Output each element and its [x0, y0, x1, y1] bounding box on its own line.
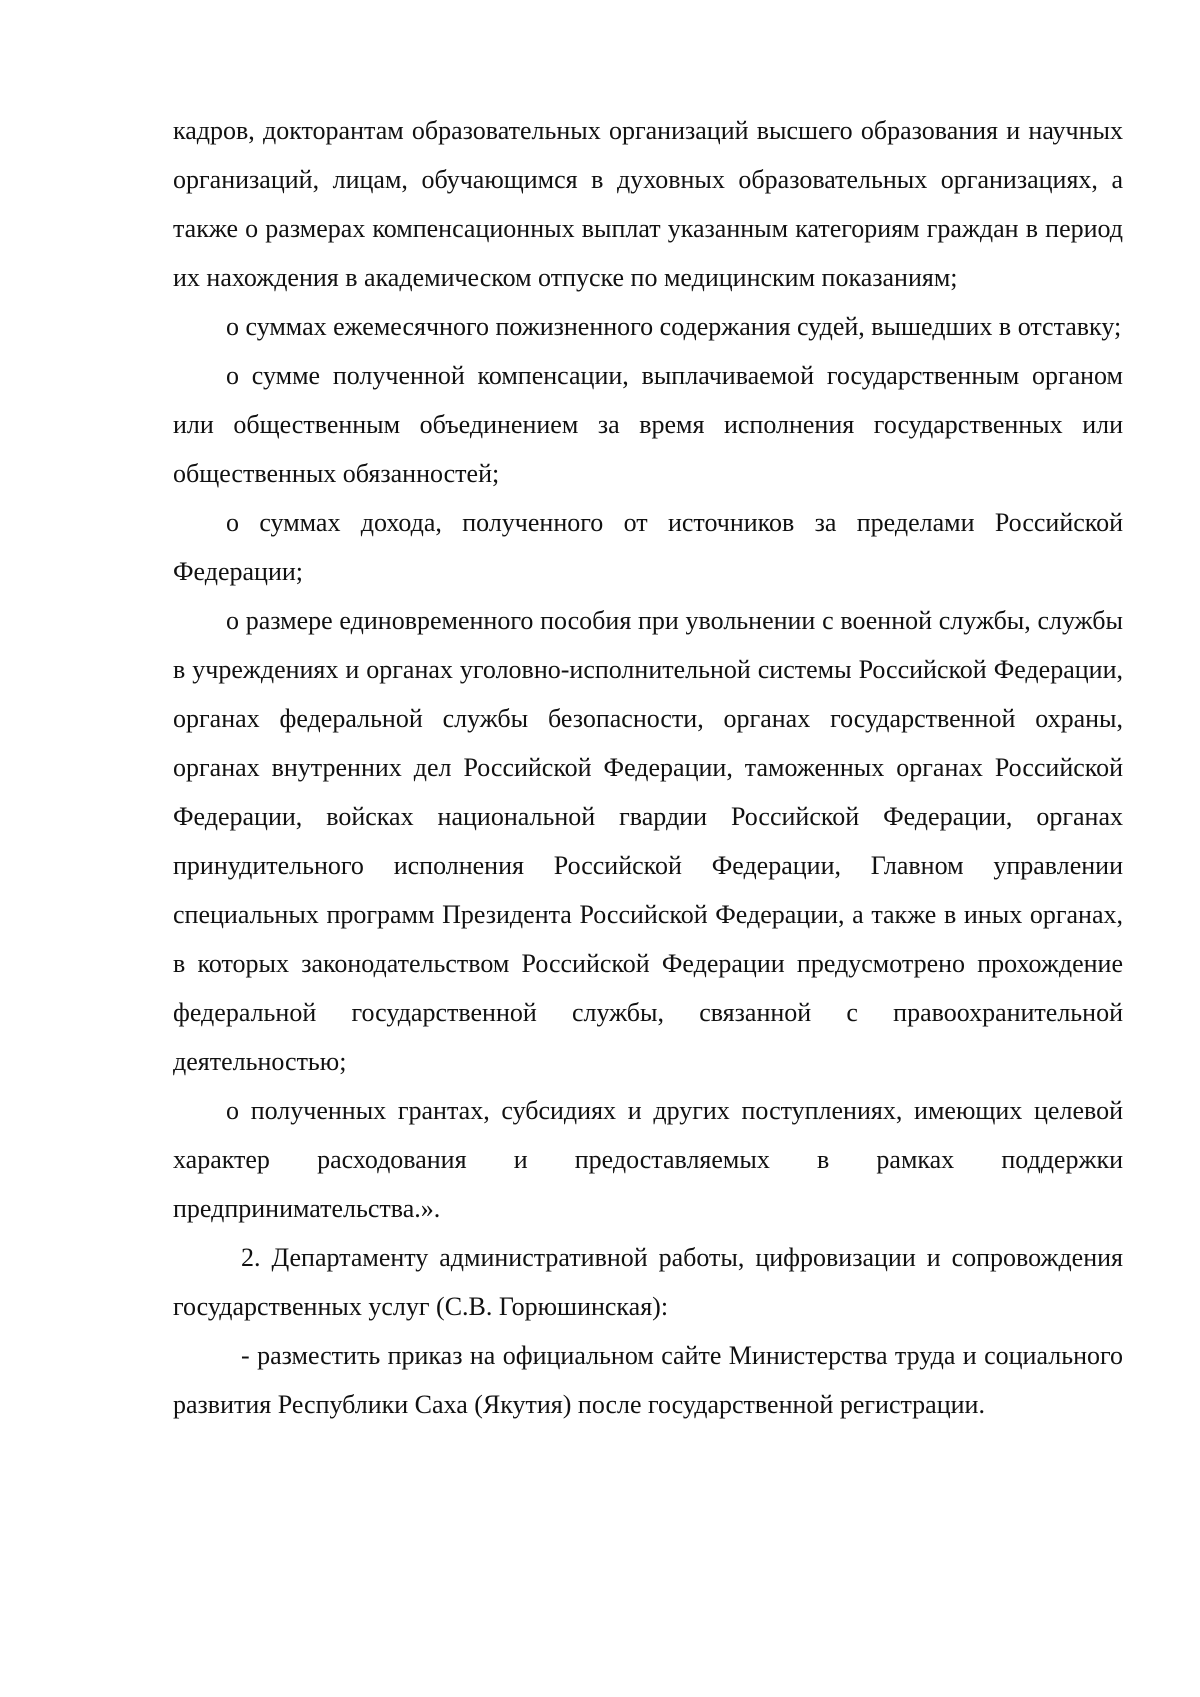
paragraph-department-instruction	[173, 1233, 1123, 1331]
text-line: о суммах дохода, полученного от источников за пределами Российской	[226, 508, 1123, 537]
text-line: кадров, докторантам образовательных организаций высшего образования и	[173, 116, 1021, 145]
text-line: регистрации.	[839, 1390, 985, 1419]
text-line: социального развития Республики Саха (Якутия) после государственной	[173, 1341, 1123, 1419]
text-line: целевой характер расходования и предоставляемых в рамках поддержки	[173, 1096, 1123, 1174]
text-line: отставку;	[1017, 312, 1122, 341]
paragraph-grants-subsidies	[173, 1086, 1123, 1233]
paragraph-academic-leave-compensation	[173, 106, 1123, 302]
paragraph-public-duties-compensation	[173, 351, 1123, 498]
text-line: о размере единовременного пособия при увольнении с военной службы,	[226, 606, 1031, 635]
text-line: категориям граждан в период их нахождения в академическом отпуске по	[173, 214, 1124, 292]
paragraph-foreign-income	[173, 498, 1123, 596]
text-line: организациях, а также о размерах компенсационных выплат указанным	[173, 165, 1124, 243]
text-line: Российской Федерации, органах принудительного исполнения Российской	[173, 802, 1123, 880]
text-line: о полученных грантах, субсидиях и других поступлениях, имеющих	[226, 1096, 1023, 1125]
text-line: - разместить приказ на официальном сайте Министерства труда и	[241, 1341, 977, 1370]
text-line: предпринимательства.».	[173, 1194, 441, 1223]
text-line: Федерации, Главном управлении специальных программ Президента	[173, 851, 1123, 929]
text-line: таможенных органах Российской Федерации, войсках национальной гвардии	[173, 753, 1123, 831]
text-line: медицинским показаниям;	[663, 263, 958, 292]
text-line: Федерации;	[173, 557, 304, 586]
text-line: 2. Департаменту административной работы, цифровизации и	[241, 1243, 941, 1272]
text-line: о сумме полученной компенсации, выплачиваемой государственным	[226, 361, 1020, 390]
paragraph-publish-order	[173, 1331, 1123, 1429]
text-line: Российской Федерации, а также в иных органах, в которых законодательством	[173, 900, 1123, 978]
paragraph-retired-judges	[173, 302, 1123, 351]
text-line: государственной службы, связанной с правоохранительной деятельностью;	[173, 998, 1123, 1076]
text-line: Российской Федерации, органах федеральной службы безопасности, органах	[173, 655, 1123, 733]
text-line: государственных или общественных обязанностей;	[173, 410, 1124, 488]
document-body	[173, 106, 1123, 1429]
text-line: государственной охраны, органах внутренних дел Российской Федерации,	[173, 704, 1124, 782]
text-line: органом или общественным объединением за время исполнения	[173, 361, 1124, 439]
text-line: о суммах ежемесячного пожизненного содержания судей, вышедших в	[226, 312, 1012, 341]
text-line: Российской Федерации предусмотрено прохождение федеральной	[173, 949, 1123, 1027]
text-line: научных организаций, лицам, обучающимся в духовных образовательных	[173, 116, 1123, 194]
text-line: службы в учреждениях и органах уголовно-исполнительной системы	[173, 606, 1123, 684]
paragraph-discharge-allowance	[173, 596, 1123, 1086]
text-line: сопровождения государственных услуг (С.В. Горюшинская):	[173, 1243, 1124, 1321]
